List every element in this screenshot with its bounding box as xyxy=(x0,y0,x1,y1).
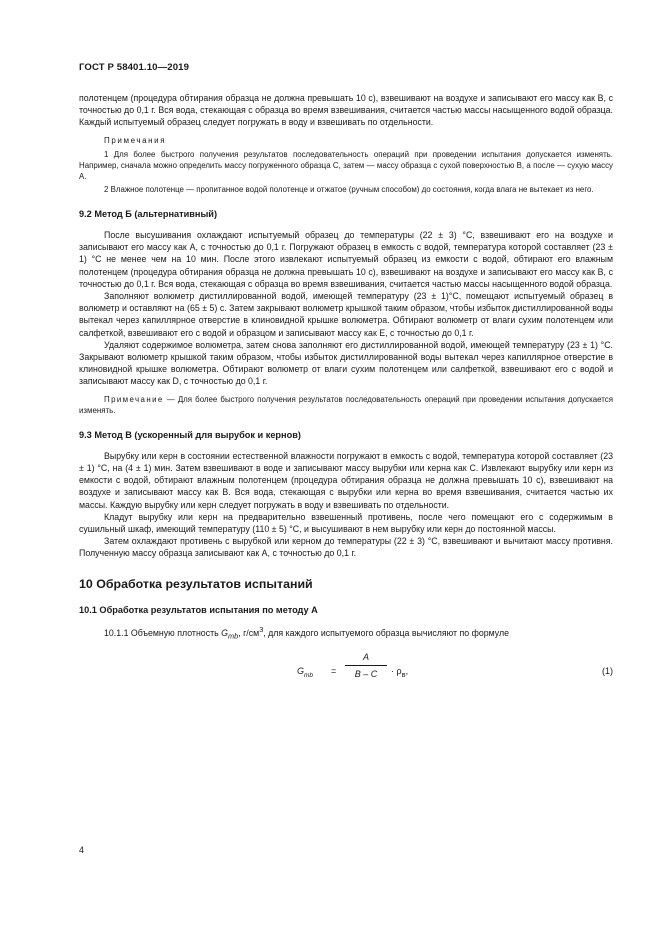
section-9-3-paragraph-2: Кладут вырубку или керн на предварительно взвешенный противень, после чего помещают его с содержимым в сушильный шкаф, имеющий температуру (110 ± 5) °С, и высушивают в нем вырубку или керн до постоянной массы. xyxy=(79,511,613,535)
page-content xyxy=(79,92,613,685)
formula-lhs: $G_{mb}$ xyxy=(297,665,314,679)
intro-paragraph: полотенцем (процедура обтирания образца не должна превышать 10 с), взвешивают на воздухе и записывают его массу как B, с точностью до 0,1 г. Вся вода, стекающая с образца во время взвешивания, считается частью массы насыщенного водой образца. Каждый испытуемый образец следует погружать в воду и взвешивать по отдельности. xyxy=(79,93,613,128)
fraction-bar xyxy=(345,665,387,666)
formula-equals: = xyxy=(331,665,337,676)
section-10-1-1-paragraph: 10.1.1 Объемную плотность $G_{mb}$, $г/см^3$, для каждого испытуемого образца вычисляют по формуле xyxy=(104,625,510,641)
section-9-3-title: 9.3 Метод В (ускоренный для вырубок и кернов) xyxy=(79,429,301,440)
section-9-2-title: 9.2 Метод Б (альтернативный) xyxy=(79,208,217,219)
formula-number: (1) xyxy=(602,665,613,676)
section-9-3-paragraph-1: Вырубку или керн в состоянии естественной влажности погружают в емкость с водой, температура которой составляет (23 ± 1) °С, на (4 ± 1) мин. Затем взвешивают в воде и записывают массу вырубки или керна как C. Извлекают вырубку или керн из емкости с водой, обтирают влажным полотенцем (процедура обтирания образца не должна превышать 10 с), взвешивают на воздухе и записывают массу как B. Вся вода, стекающая с вырубки или керна во время взвешивания, считается частью их массы. Каждую вырубку или керн следует погружать в воду и взвешивать по отдельности. xyxy=(79,450,613,510)
note-1: 1 Для более быстрого получения результатов последовательность операций при проведении испытания допускается изменять. Например, сначала можно определить массу погруженного образца C, затем — массу образца с сухой поверхностью B, а после — сухую массу A. xyxy=(79,149,613,181)
page-number: 4 xyxy=(79,845,85,855)
formula-numerator: A xyxy=(362,651,369,662)
section-10-1-title: 10.1 Обработка результатов испытания по методу А xyxy=(79,604,318,615)
section-9-2-paragraph-3: Удаляют содержимое волюметра, затем снова заполняют его дистиллированной водой, имеющей температуру (23 ± 1) °С. Закрывают волюметр крышкой таким образом, чтобы избыток дистиллированной воды вытекал через капиллярное отверстие в клиновидной крышке волюметра. Обтирают волюметр от влаги сухим полотенцем или салфеткой, взвешивают его с водой и записывают массу как D, с точностью до 0,1 г. xyxy=(79,339,613,387)
note-2: 2 Влажное полотенце — пропитанное водой полотенце и отжатое (ручным способом) до состояния, когда влага не вытекает из него. xyxy=(104,184,594,194)
section-9-2-note xyxy=(79,394,613,416)
section-10-title: 10 Обработка результатов испытаний xyxy=(79,576,313,591)
section-9-3-paragraph-3: Затем охлаждают противень с вырубкой или керном до температуры (22 ± 3) °С, взвешивают и вычитают массу противня. Полученную массу образца записывают как A, с точностью до 0,1 г. xyxy=(79,536,613,559)
note-text: — Для более быстрого получения результатов последовательность операций при проведении испытания допускается изменять. xyxy=(79,394,613,415)
formula-density-term: · $\rho_в$, xyxy=(391,665,409,679)
section-9-2-paragraph-1: После высушивания охлаждают испытуемый образец до температуры (22 ± 3) °С, взвешивают его на воздухе и записывают его массу как A, с точностью до 0,1 г. Погружают образец в емкость с водой, температура которой составляет (23 ± 1) °С не менее чем на 10 мин. После этого извлекают испытуемый образец из емкости с водой, обтирают его влажным полотенцем (процедура обтирания образца не должна превышать 10 с), взвешивают на воздухе и записывают его массу как B, с точностью до 0,1 г. Вся вода, стекающая с образца во время взвешивания, считается частью массы насыщенного водой образца. xyxy=(79,230,613,289)
document-code-header: ГОСТ Р 58401.10—2019 xyxy=(79,62,190,73)
formula-1 xyxy=(79,651,613,685)
section-9-2-paragraph-2: Заполняют волюметр дистиллированной водой, имеющей температуру (23 ± 1)°С, помещают испытуемый образец в волюметр и оставляют на (65 ± 5) с. Затем закрывают волюметр крышкой таким образом, чтобы избыток дистиллированной воды вытекал через капиллярное отверстие в клиновидной крышке волюметра. Обтирают волюметр от влаги сухим полотенцем или салфеткой, взвешивают его с водой и образцом и записывают массу как E, с точностью до 0,1 г. xyxy=(79,291,613,338)
notes-label: Примечания xyxy=(104,135,167,145)
formula-denominator: B – C xyxy=(354,668,378,679)
note-label: Примечание xyxy=(104,394,164,404)
formula-fraction xyxy=(343,651,389,680)
